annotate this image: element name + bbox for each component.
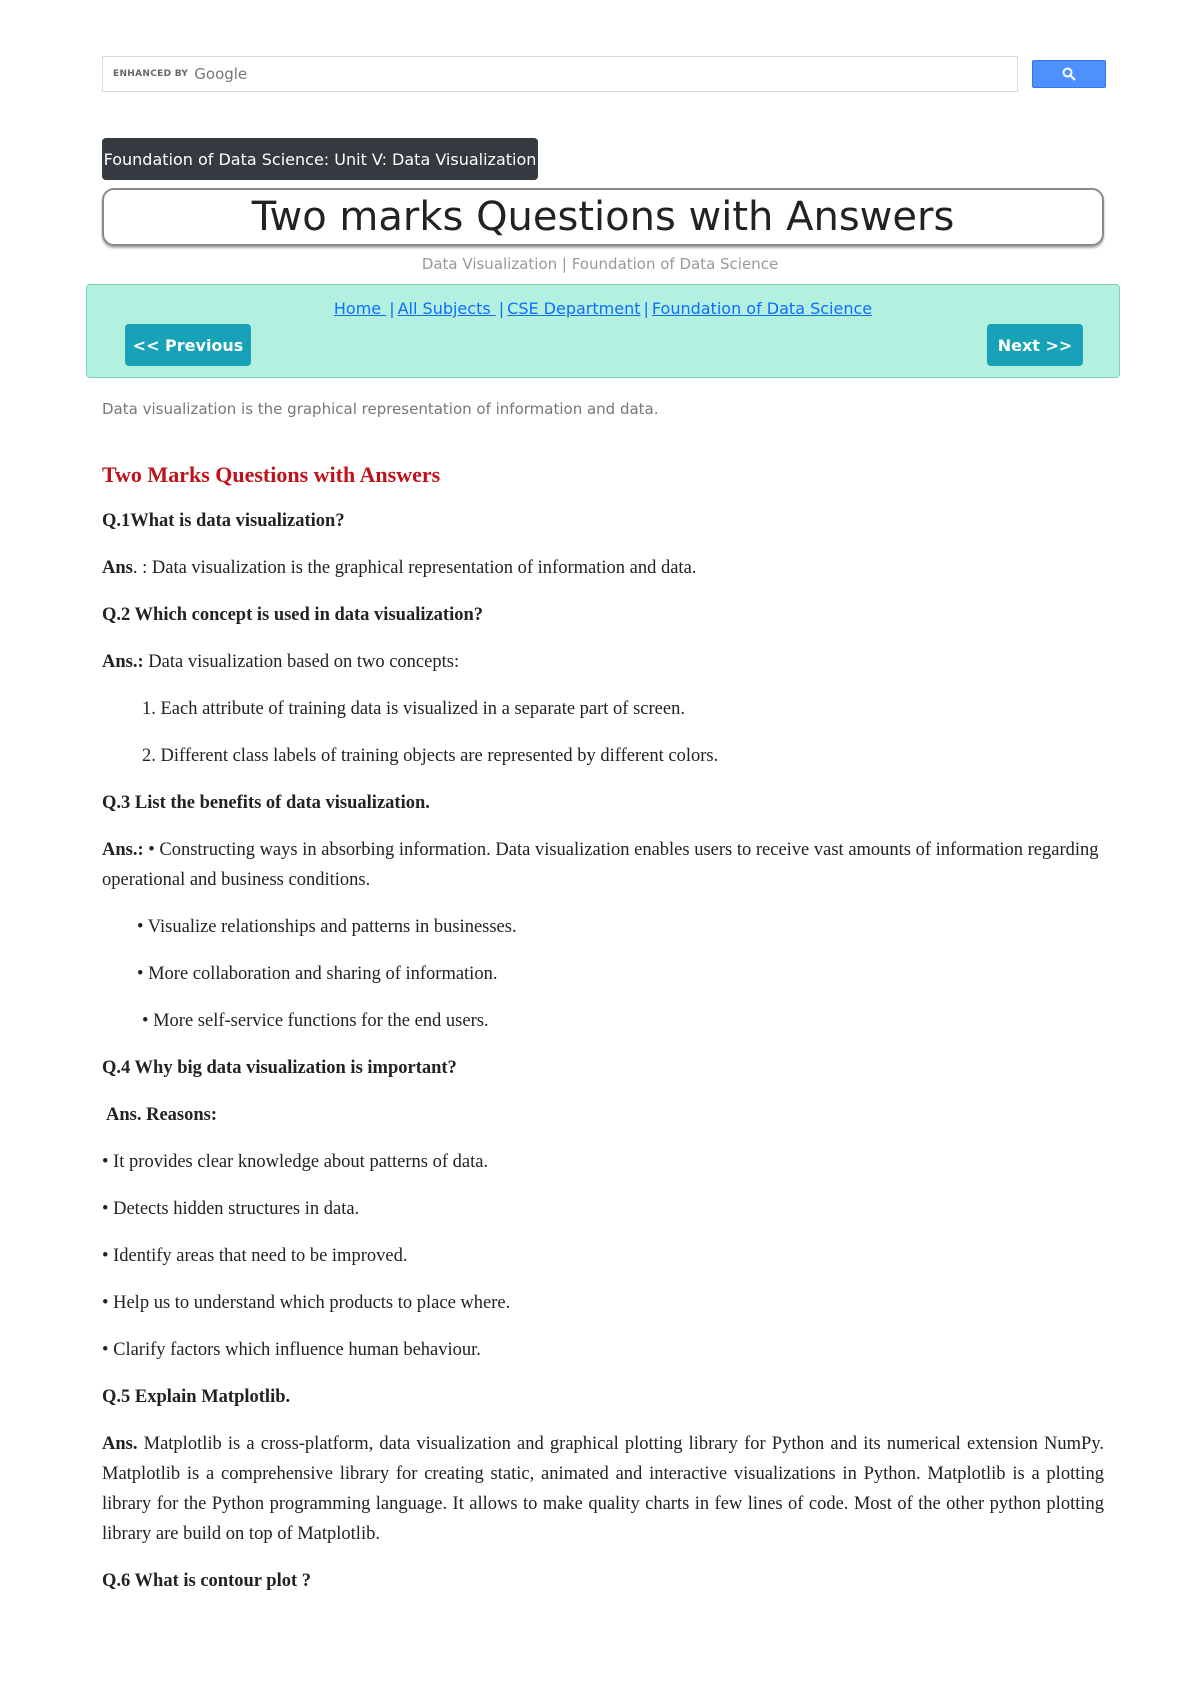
list-item: • Help us to understand which products to place where.	[102, 1293, 511, 1313]
article	[102, 460, 1104, 1613]
google-logo: Google	[194, 65, 248, 83]
breadcrumb-separator: |	[498, 299, 505, 318]
question-6: Q.6 What is contour plot ?	[102, 1571, 312, 1591]
intro-text: Data visualization is the graphical representation of information and data.	[102, 400, 659, 418]
list-item: • Clarify factors which influence human behaviour.	[102, 1340, 481, 1360]
answer-text: Data visualization based on two concepts:	[143, 652, 460, 672]
all-subjects-link[interactable]: All Subjects	[397, 299, 496, 318]
title-box	[102, 188, 1104, 246]
answer-3	[102, 835, 1104, 895]
breadcrumb-separator: |	[389, 299, 395, 318]
next-button[interactable]: Next >>	[987, 324, 1083, 366]
previous-button[interactable]: << Previous	[125, 324, 251, 366]
cse-department-link[interactable]: CSE Department	[507, 299, 641, 318]
page-subtitle: Data Visualization | Foundation of Data Science	[421, 255, 779, 273]
list-item: • Detects hidden structures in data.	[102, 1199, 360, 1219]
answer-label: Ans	[102, 558, 133, 578]
list-item: 1. Each attribute of training data is visualized in a separate part of screen.	[142, 699, 685, 719]
nav-panel	[86, 284, 1120, 378]
list-item: 2. Different class labels of training objects are represented by different colors.	[142, 746, 719, 766]
unit-tag: Foundation of Data Science: Unit V: Data Visualization	[102, 138, 538, 180]
section-heading: Two Marks Questions with Answers	[102, 462, 441, 487]
search-button[interactable]	[1032, 60, 1106, 88]
question-3: Q.3 List the benefits of data visualization.	[102, 793, 430, 813]
list-item: • More self-service functions for the end users.	[142, 1011, 489, 1031]
list-item: • Visualize relationships and patterns in businesses.	[137, 917, 517, 937]
list-item: • Identify areas that need to be improved.	[102, 1246, 408, 1266]
answer-1	[102, 553, 1104, 583]
answer-text: Matplotlib is a cross-platform, data visualization and graphical plotting library for Python and its numerical extension NumPy. Matplotlib is a comprehensive library for creating static, animated and interactive visualizations in Python. Matplotlib is a plotting library for the Python programming language. It allows to make quality charts in few lines of code. Most of the other python plotting library are build on top of Matplotlib.	[102, 1434, 1104, 1544]
search-icon	[1062, 67, 1076, 81]
home-link[interactable]: Home	[333, 299, 387, 318]
list-item: • It provides clear knowledge about patterns of data.	[102, 1152, 489, 1172]
answer-text: • Constructing ways in absorbing information. Data visualization enables users to receive vast amounts of information regarding operational and business conditions.	[102, 840, 1099, 890]
question-4: Q.4 Why big data visualization is important?	[102, 1058, 457, 1078]
answer-label: Ans. Reasons:	[106, 1105, 218, 1125]
breadcrumb	[87, 299, 1119, 318]
answer-2	[102, 647, 1104, 677]
question-1: Q.1What is data visualization?	[102, 511, 345, 531]
question-5: Q.5 Explain Matplotlib.	[102, 1387, 291, 1407]
answer-label: Ans.:	[102, 840, 144, 860]
answer-text: . : Data visualization is the graphical representation of information and data.	[132, 558, 697, 578]
list-item: • More collaboration and sharing of information.	[137, 964, 498, 984]
breadcrumb-separator: |	[643, 299, 649, 318]
enhanced-by-label: ENHANCED BY	[113, 69, 189, 79]
answer-5	[102, 1429, 1104, 1549]
answer-label: Ans.:	[102, 652, 144, 672]
question-2: Q.2 Which concept is used in data visualization?	[102, 605, 484, 625]
search-input[interactable]	[102, 56, 1018, 92]
page-title: Two marks Questions with Answers	[251, 194, 955, 240]
answer-label: Ans.	[102, 1434, 138, 1454]
foundation-link[interactable]: Foundation of Data Science	[651, 299, 873, 318]
